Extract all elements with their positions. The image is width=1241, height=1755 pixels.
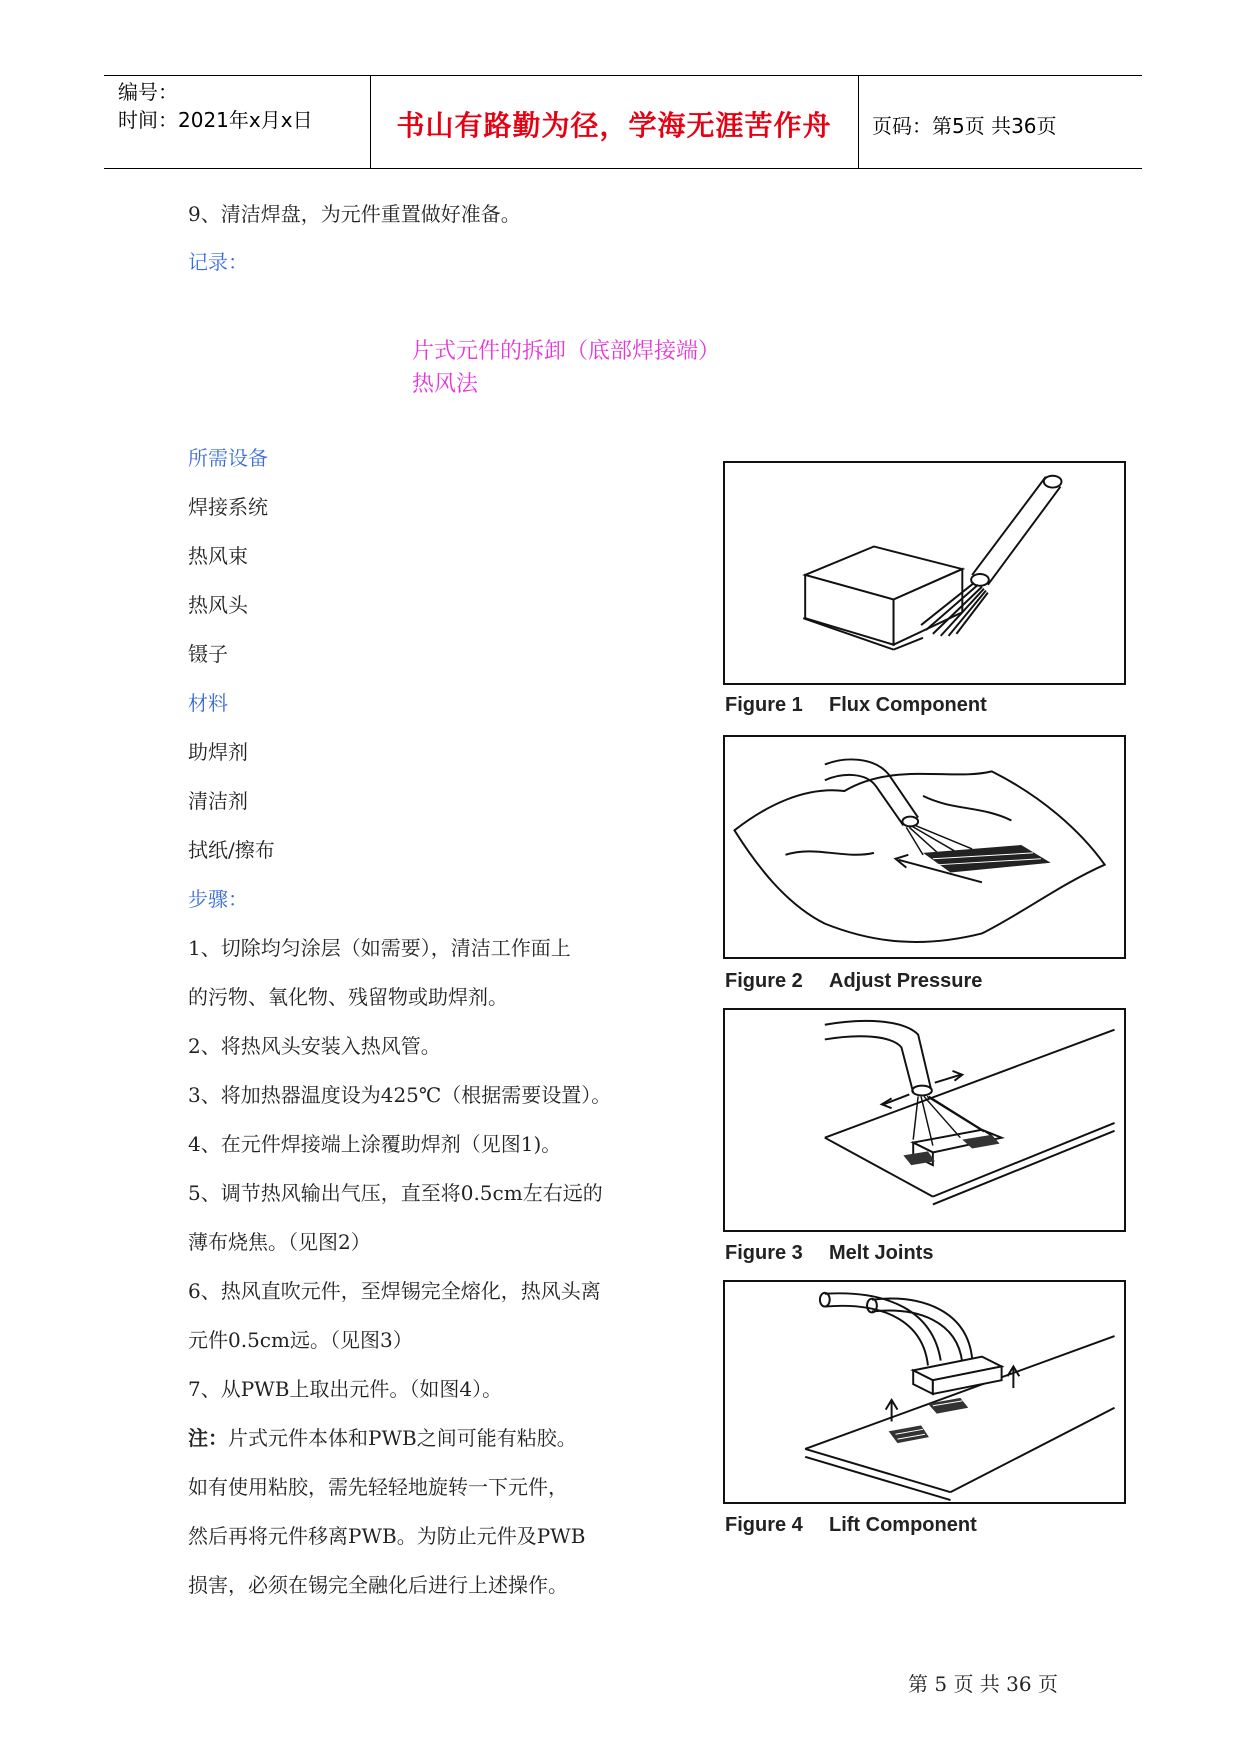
note-text: 片式元件本体和PWB之间可能有粘胶。 — [228, 1426, 577, 1450]
step-line: 5、调节热风输出气压，直至将0.5cm左右远的 — [188, 1181, 603, 1205]
step-9: 9、清洁焊盘，为元件重置做好准备。 — [188, 202, 521, 226]
figure-3-title: Melt Joints — [829, 1242, 934, 1264]
step-line: 的污物、氧化物、残留物或助焊剂。 — [188, 985, 508, 1009]
equipment-item: 焊接系统 — [188, 495, 268, 519]
header-top-rule — [104, 75, 1142, 76]
figure-3-number: Figure 3 — [725, 1242, 803, 1264]
header-divider-right — [858, 75, 859, 169]
figure-4-title: Lift Component — [829, 1514, 977, 1536]
note-label: 注： — [188, 1426, 228, 1450]
equipment-heading: 所需设备 — [188, 446, 268, 470]
equipment-item: 镊子 — [188, 642, 228, 666]
step-line: 元件0.5cm远。（见图3） — [188, 1328, 413, 1352]
figure-1-number: Figure 1 — [725, 694, 803, 716]
figure-4-caption — [725, 1514, 977, 1537]
header-divider-left — [370, 75, 371, 169]
step-line: 4、在元件焊接端上涂覆助焊剂（见图1)。 — [188, 1132, 562, 1156]
materials-heading: 材料 — [188, 691, 228, 715]
header-bottom-rule — [104, 168, 1142, 169]
step-line: 2、将热风头安装入热风管。 — [188, 1034, 441, 1058]
figure-1-caption — [725, 694, 987, 717]
step-line: 6、热风直吹元件，至焊锡完全熔化，热风头离 — [188, 1279, 601, 1303]
equipment-item: 热风头 — [188, 593, 248, 617]
figure-4-number: Figure 4 — [725, 1514, 803, 1536]
equipment-item: 热风束 — [188, 544, 248, 568]
melt-joints-drawing — [725, 1010, 1124, 1230]
figure-2-illustration — [723, 735, 1126, 959]
step-line: 7、从PWB上取出元件。（如图4）。 — [188, 1377, 503, 1401]
figure-2-title: Adjust Pressure — [829, 970, 983, 992]
step-line: 薄布烧焦。（见图2） — [188, 1230, 371, 1254]
note-line: 如有使用粘胶，需先轻轻地旋转一下元件， — [188, 1475, 568, 1499]
material-item: 拭纸/擦布 — [188, 838, 275, 862]
material-item: 助焊剂 — [188, 740, 248, 764]
lift-component-drawing — [725, 1282, 1124, 1502]
figure-2-caption — [725, 970, 982, 993]
step-line: 3、将加热器温度设为425℃（根据需要设置）。 — [188, 1083, 612, 1107]
document-subtitle: 热风法 — [412, 372, 479, 397]
note-line — [188, 1424, 577, 1452]
adjust-pressure-drawing — [725, 737, 1124, 957]
figure-4-illustration — [723, 1280, 1126, 1504]
header-meta — [118, 78, 313, 134]
header-motto: 书山有路勤为径，学海无涯苦作舟 — [396, 109, 832, 142]
flux-component-drawing — [725, 463, 1124, 683]
figure-1-title: Flux Component — [829, 694, 987, 716]
document-title: 片式元件的拆卸（底部焊接端） — [412, 339, 721, 364]
step-line: 1、切除均匀涂层（如需要），清洁工作面上 — [188, 936, 571, 960]
header-page-info: 页码：第5页 共36页 — [872, 114, 1057, 138]
note-line: 损害，必须在锡完全融化后进行上述操作。 — [188, 1573, 568, 1597]
header-code-label: 编号： — [118, 80, 178, 104]
steps-heading: 步骤： — [188, 887, 248, 911]
figure-3-caption — [725, 1242, 933, 1265]
note-line: 然后再将元件移离PWB。为防止元件及PWB — [188, 1524, 586, 1548]
page-footer: 第 5 页 共 36 页 — [908, 1672, 1058, 1696]
figure-3-illustration — [723, 1008, 1126, 1232]
figure-1-illustration — [723, 461, 1126, 685]
header-time-label: 时间：2021年x月x日 — [118, 108, 313, 132]
material-item: 清洁剂 — [188, 789, 248, 813]
figure-2-number: Figure 2 — [725, 970, 803, 992]
record-label: 记录： — [188, 250, 248, 274]
